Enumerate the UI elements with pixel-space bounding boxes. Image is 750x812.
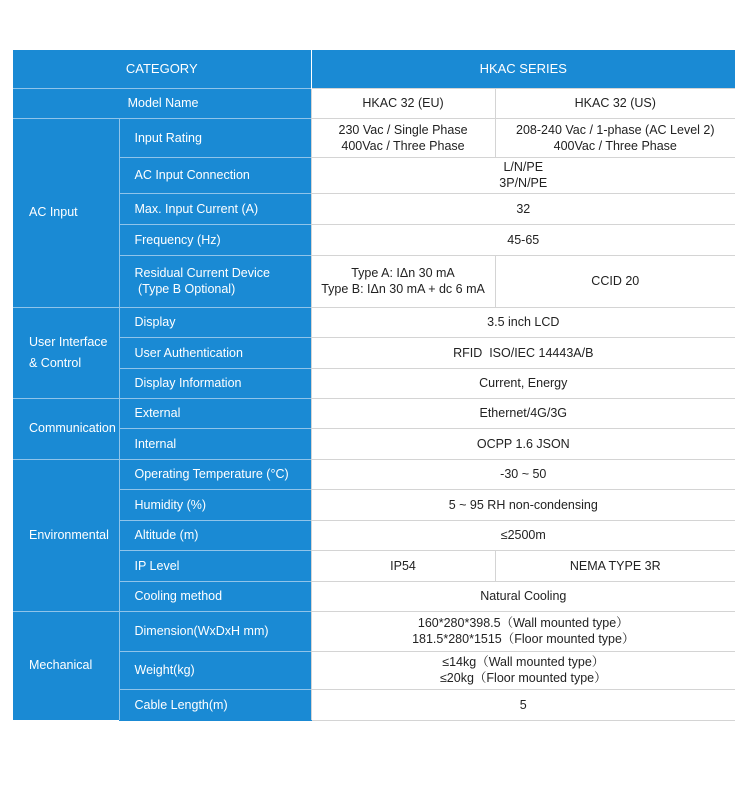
category-header: CATEGORY xyxy=(13,50,311,88)
external-value: Ethernet/4G/3G xyxy=(311,398,735,428)
group-ac-input: AC Input xyxy=(13,118,119,307)
internal-value: OCPP 1.6 JSON xyxy=(311,428,735,459)
op-temp-value: -30 ~ 50 xyxy=(311,459,735,489)
input-rating-label: Input Rating xyxy=(119,118,311,157)
table-row xyxy=(13,157,735,193)
table-row xyxy=(13,689,735,720)
rcd-us: CCID 20 xyxy=(495,255,735,307)
input-rating-us-line: 208-240 Vac / 1-phase (AC Level 2) xyxy=(516,122,715,137)
display-info-label: Display Information xyxy=(119,368,311,398)
table-row xyxy=(13,193,735,224)
weight-label: Weight(kg) xyxy=(119,651,311,689)
ip-level-label: IP Level xyxy=(119,550,311,581)
ip-level-eu: IP54 xyxy=(311,550,495,581)
internal-label: Internal xyxy=(119,428,311,459)
altitude-label: Altitude (m) xyxy=(119,520,311,550)
input-rating-us-line: 400Vac / Three Phase xyxy=(553,138,677,153)
table-row xyxy=(13,337,735,368)
humidity-label: Humidity (%) xyxy=(119,489,311,520)
group-user-interface xyxy=(13,307,119,398)
model-row xyxy=(13,88,735,118)
ac-connection-value xyxy=(311,157,735,193)
group-communication: Communication xyxy=(13,398,119,459)
weight-line: ≤20kg（Floor mounted type） xyxy=(439,671,607,685)
ac-connection-label: AC Input Connection xyxy=(119,157,311,193)
cooling-value: Natural Cooling xyxy=(311,581,735,611)
dimension-line: 160*280*398.5（Wall mounted type） xyxy=(417,616,629,630)
input-rating-eu-line: 230 Vac / Single Phase xyxy=(338,122,468,137)
display-info-value: Current, Energy xyxy=(311,368,735,398)
frequency-value: 45-65 xyxy=(311,224,735,255)
rcd-eu-line: Type A: IΔn 30 mA xyxy=(351,266,455,280)
rcd-label-line: Residual Current Device xyxy=(134,266,270,280)
altitude-value: ≤2500m xyxy=(311,520,735,550)
cable-value: 5 xyxy=(311,689,735,720)
rcd-eu-line: Type B: IΔn 30 mA + dc 6 mA xyxy=(321,282,485,296)
max-current-value: 32 xyxy=(311,193,735,224)
cable-label: Cable Length(m) xyxy=(119,689,311,720)
op-temp-label: Operating Temperature (°C) xyxy=(119,459,311,489)
table-row xyxy=(13,255,735,307)
ac-connection-line: 3P/N/PE xyxy=(499,176,548,190)
ip-level-us: NEMA TYPE 3R xyxy=(495,550,735,581)
weight-value xyxy=(311,651,735,689)
frequency-label: Frequency (Hz) xyxy=(119,224,311,255)
table-row xyxy=(13,224,735,255)
humidity-value: 5 ~ 95 RH non-condensing xyxy=(311,489,735,520)
auth-label: User Authentication xyxy=(119,337,311,368)
display-label: Display xyxy=(119,307,311,337)
dimension-line: 181.5*280*1515（Floor mounted type） xyxy=(412,632,635,646)
series-header: HKAC SERIES xyxy=(311,50,735,88)
model-eu: HKAC 32 (EU) xyxy=(311,88,495,118)
table-row xyxy=(13,398,735,428)
max-current-label: Max. Input Current (A) xyxy=(119,193,311,224)
ac-connection-line: L/N/PE xyxy=(503,160,544,174)
table-row xyxy=(13,307,735,337)
rcd-label-line: (Type B Optional) xyxy=(134,282,236,296)
table-row xyxy=(13,368,735,398)
table-row xyxy=(13,459,735,489)
input-rating-eu-line: 400Vac / Three Phase xyxy=(341,138,465,153)
model-name-label: Model Name xyxy=(13,88,311,118)
rcd-label xyxy=(119,255,311,307)
table-row xyxy=(13,651,735,689)
weight-line: ≤14kg（Wall mounted type） xyxy=(442,655,605,669)
display-value: 3.5 inch LCD xyxy=(311,307,735,337)
table-row xyxy=(13,520,735,550)
group-user-interface-line: User Interface xyxy=(29,334,108,349)
header-row xyxy=(13,50,735,88)
table-row xyxy=(13,611,735,651)
rcd-eu xyxy=(311,255,495,307)
table-row xyxy=(13,428,735,459)
group-mechanical: Mechanical xyxy=(13,611,119,720)
dimension-value xyxy=(311,611,735,651)
external-label: External xyxy=(119,398,311,428)
cooling-label: Cooling method xyxy=(119,581,311,611)
auth-value: RFID ISO/IEC 14443A/B xyxy=(311,337,735,368)
input-rating-us xyxy=(495,118,735,157)
table-row xyxy=(13,118,735,157)
dimension-label: Dimension(WxDxH mm) xyxy=(119,611,311,651)
input-rating-eu xyxy=(311,118,495,157)
group-environmental: Environmental xyxy=(13,459,119,611)
table-row xyxy=(13,489,735,520)
table-row xyxy=(13,581,735,611)
group-user-interface-line: & Control xyxy=(29,355,82,370)
model-us: HKAC 32 (US) xyxy=(495,88,735,118)
spec-table xyxy=(13,50,735,721)
table-row xyxy=(13,550,735,581)
